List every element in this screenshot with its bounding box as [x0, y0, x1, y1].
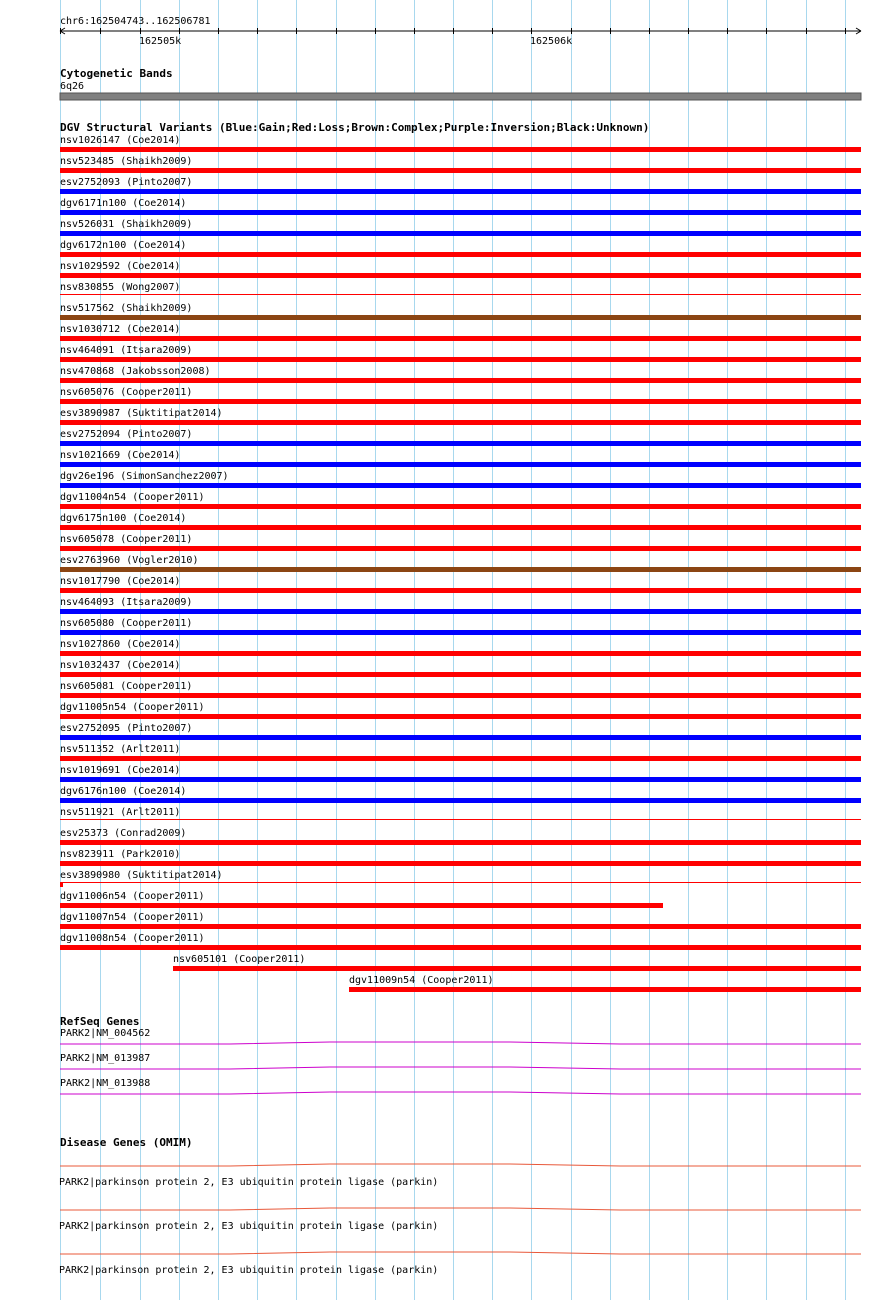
variant-label: dgv11006n54 (Cooper2011)	[60, 891, 205, 902]
variant-label: esv3890980 (Suktitipat2014)	[60, 870, 223, 881]
variant-bar[interactable]	[60, 504, 861, 509]
variant-label: nsv1019691 (Coe2014)	[60, 765, 181, 776]
variant-bar[interactable]	[60, 567, 861, 572]
variant-bar[interactable]	[349, 987, 861, 992]
ruler-tick-label-1: 162505k	[139, 36, 182, 47]
variant-bar[interactable]	[60, 168, 861, 173]
variant-bar[interactable]	[60, 483, 861, 488]
ruler-tick-label-2: 162506k	[530, 36, 573, 47]
cytoband-track-title: Cytogenetic Bands	[60, 67, 173, 80]
variant-label: nsv605076 (Cooper2011)	[60, 387, 193, 398]
variant-label: nsv605078 (Cooper2011)	[60, 534, 193, 545]
variant-bar[interactable]	[60, 882, 63, 887]
variant-bar[interactable]	[60, 189, 861, 194]
variant-bar[interactable]	[60, 735, 861, 740]
refseq-gene-label: PARK2|NM_013987	[60, 1053, 151, 1064]
variant-label: dgv26e196 (SimonSanchez2007)	[60, 471, 229, 482]
variant-bar[interactable]	[60, 315, 861, 320]
variant-label: nsv526031 (Shaikh2009)	[60, 219, 193, 230]
variant-label: dgv6175n100 (Coe2014)	[60, 513, 187, 524]
variant-bar[interactable]	[173, 966, 861, 971]
variant-label: nsv464091 (Itsara2009)	[60, 345, 193, 356]
variant-label: esv2763960 (Vogler2010)	[60, 555, 199, 566]
variant-label: nsv830855 (Wong2007)	[60, 282, 181, 293]
refseq-gene-label: PARK2|NM_004562	[60, 1028, 151, 1039]
omim-gene-line[interactable]	[60, 1252, 861, 1254]
refseq-gene-line[interactable]	[60, 1042, 861, 1044]
variant-label: nsv1017790 (Coe2014)	[60, 576, 181, 587]
variant-bar[interactable]	[60, 630, 861, 635]
variant-bar[interactable]	[60, 336, 861, 341]
variant-label: esv25373 (Conrad2009)	[60, 828, 187, 839]
variant-bar[interactable]	[60, 357, 861, 362]
variant-bar[interactable]	[60, 798, 861, 803]
variant-label: nsv605081 (Cooper2011)	[60, 681, 193, 692]
variant-bar[interactable]	[60, 378, 861, 383]
variant-bar[interactable]	[60, 651, 861, 656]
cytoband-bar[interactable]	[60, 93, 861, 100]
variant-label: nsv823911 (Park2010)	[60, 849, 181, 860]
refseq-track	[60, 1015, 861, 1094]
grid-lines	[61, 0, 846, 1300]
variant-bar[interactable]	[60, 861, 861, 866]
variant-bar[interactable]	[60, 441, 861, 446]
variant-label: dgv6172n100 (Coe2014)	[60, 240, 187, 251]
variant-bar[interactable]	[60, 147, 861, 152]
variant-label: nsv1026147 (Coe2014)	[60, 135, 181, 146]
variant-bar[interactable]	[60, 714, 861, 719]
variant-label: nsv605101 (Cooper2011)	[173, 954, 306, 965]
variant-label: nsv511352 (Arlt2011)	[60, 744, 181, 755]
variant-bar[interactable]	[60, 525, 861, 530]
variant-bar[interactable]	[60, 756, 861, 761]
refseq-gene-line[interactable]	[60, 1092, 861, 1094]
variant-bar[interactable]	[60, 588, 861, 593]
variant-label: esv2752095 (Pinto2007)	[60, 723, 193, 734]
variant-bar[interactable]	[60, 399, 861, 404]
refseq-gene-line[interactable]	[60, 1067, 861, 1069]
refseq-track-title: RefSeq Genes	[60, 1015, 140, 1028]
variant-label: esv2752094 (Pinto2007)	[60, 429, 193, 440]
variant-bar[interactable]	[60, 231, 861, 236]
variant-bar[interactable]	[60, 546, 861, 551]
variant-bar[interactable]	[60, 903, 663, 908]
variant-bar[interactable]	[60, 693, 861, 698]
omim-gene-label: PARK2|parkinson protein 2, E3 ubiquitin protein ligase (parkin)	[59, 1265, 439, 1276]
variant-label: nsv517562 (Shaikh2009)	[60, 303, 193, 314]
cytoband-track	[60, 67, 861, 100]
omim-gene-line[interactable]	[60, 1164, 861, 1166]
variant-bar[interactable]	[60, 945, 861, 950]
variant-bar[interactable]	[60, 273, 861, 278]
variant-bar[interactable]	[60, 210, 861, 215]
ruler-region-label: chr6:162504743..162506781	[60, 16, 211, 27]
variant-label: dgv11009n54 (Cooper2011)	[349, 975, 494, 986]
variant-label: nsv523485 (Shaikh2009)	[60, 156, 193, 167]
variant-label: nsv511921 (Arlt2011)	[60, 807, 181, 818]
variant-label: dgv11005n54 (Cooper2011)	[60, 702, 205, 713]
variant-bar[interactable]	[60, 252, 861, 257]
variant-label: dgv11008n54 (Cooper2011)	[60, 933, 205, 944]
variant-label: dgv6171n100 (Coe2014)	[60, 198, 187, 209]
variant-label: nsv470868 (Jakobsson2008)	[60, 366, 211, 377]
cytoband-label: 6q26	[60, 81, 85, 92]
omim-gene-line[interactable]	[60, 1208, 861, 1210]
variant-bar[interactable]	[60, 609, 861, 614]
dgv-track	[60, 121, 861, 992]
variant-label: dgv11004n54 (Cooper2011)	[60, 492, 205, 503]
variant-bar[interactable]	[60, 420, 861, 425]
variant-label: nsv1030712 (Coe2014)	[60, 324, 181, 335]
variant-label: dgv11007n54 (Cooper2011)	[60, 912, 205, 923]
variant-bar[interactable]	[60, 672, 861, 677]
variant-bar[interactable]	[60, 840, 861, 845]
omim-track-title: Disease Genes (OMIM)	[60, 1136, 193, 1149]
variant-label: dgv6176n100 (Coe2014)	[60, 786, 187, 797]
ruler	[60, 16, 861, 47]
variant-label: nsv1029592 (Coe2014)	[60, 261, 181, 272]
variant-label: nsv464093 (Itsara2009)	[60, 597, 193, 608]
variant-label: esv2752093 (Pinto2007)	[60, 177, 193, 188]
omim-gene-label: PARK2|parkinson protein 2, E3 ubiquitin protein ligase (parkin)	[59, 1221, 439, 1232]
variant-label: nsv1027860 (Coe2014)	[60, 639, 181, 650]
omim-gene-label: PARK2|parkinson protein 2, E3 ubiquitin protein ligase (parkin)	[59, 1177, 439, 1188]
variant-label: nsv605080 (Cooper2011)	[60, 618, 193, 629]
variant-label: esv3890987 (Suktitipat2014)	[60, 408, 223, 419]
dgv-track-title: DGV Structural Variants (Blue:Gain;Red:Loss;Brown:Complex;Purple:Inversion;Black:Unknown)	[60, 121, 650, 134]
dgv-features	[60, 135, 861, 992]
variant-label: nsv1021669 (Coe2014)	[60, 450, 181, 461]
variant-bar[interactable]	[60, 777, 861, 782]
refseq-features	[60, 1028, 861, 1094]
variant-bar[interactable]	[60, 924, 861, 929]
variant-bar[interactable]	[60, 462, 861, 467]
variant-label: nsv1032437 (Coe2014)	[60, 660, 181, 671]
refseq-gene-label: PARK2|NM_013988	[60, 1078, 151, 1089]
